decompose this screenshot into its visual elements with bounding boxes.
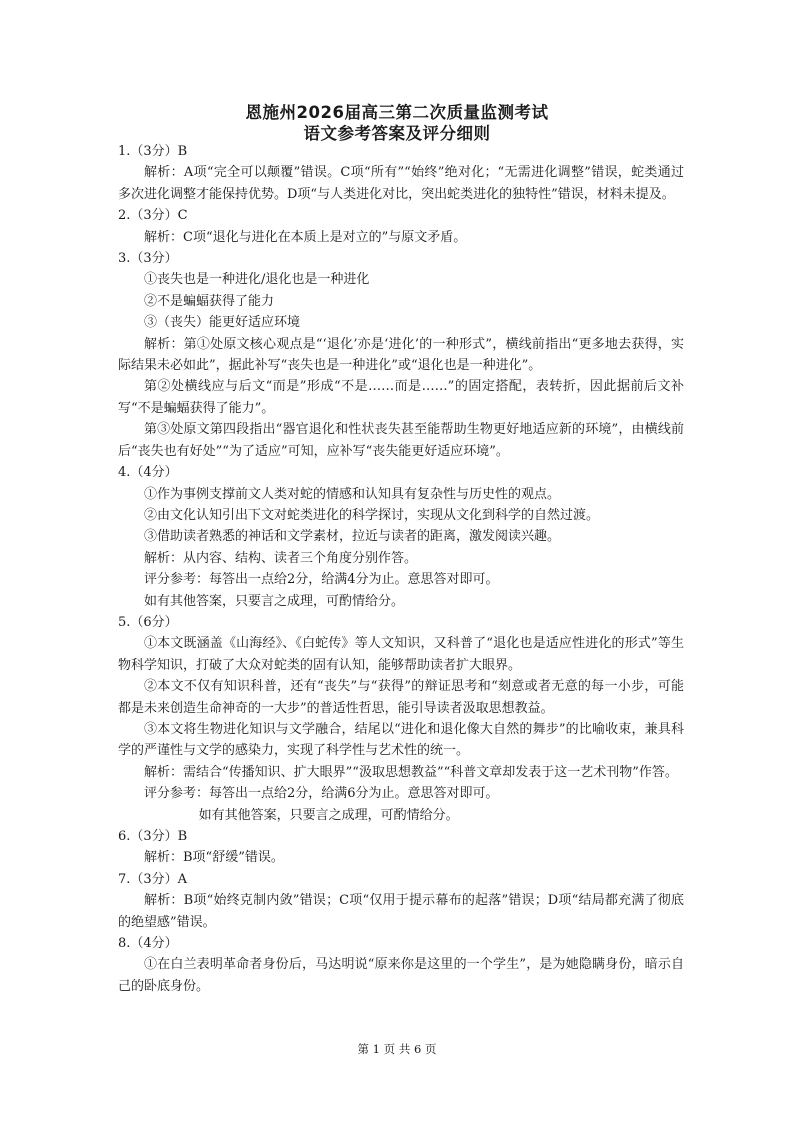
answer-line: 解析：从内容、结构、读者三个角度分别作答。 xyxy=(144,550,418,566)
question-header: 1.（3分）B xyxy=(118,144,188,159)
question-header: 5.（6分） xyxy=(118,614,178,630)
answer-line: 解析：B项“始终克制内敛”错误；C项“仅用于提示幕布的起落”错误；D项“结局都充满了彻底的绝望感”错误。 xyxy=(118,893,684,930)
exam-title: 恩施州2026届高三第二次质量监测考试 xyxy=(245,103,549,122)
answer-line: 解析：B项“舒缓”错误。 xyxy=(144,850,284,866)
answer-line: ③本文将生物进化知识与文学融合，结尾以“进化和退化像大自然的舞步”的比喻收束，兼具科学的严谨性与文学的感染力，实现了科学性与艺术性的统一。 xyxy=(118,721,684,759)
answer-line: ③（丧失）能更好适应环境 xyxy=(144,315,301,331)
answer-line: ②由文化认知引出下文对蛇类进化的科学探讨，实现从文化到科学的自然过渡。 xyxy=(144,507,600,523)
answer-line: 解析：第①处原文核心观点是“‘退化’亦是‘进化’的一种形式”，横线前指出“更多地去获得，实际结果未必如此”，据此补写“丧失也是一种进化”或“退化也是一种进化”。 xyxy=(118,336,684,374)
answer-line: ②不是蝙蝠获得了能力 xyxy=(144,293,275,309)
answer-line: 第③处原文第四段指出“器官退化和性状丧失甚至能帮助生物更好地适应新的环境”，由横线前后“丧失也有好处”“为了适应”可知，应补写“丧失能更好适应环境”。 xyxy=(118,422,684,459)
answer-line: ②本文不仅有知识科普，还有“丧失”与“获得”的辩证思考和“刻意或者无意的每一小步，可能都是未来创造生命神奇的一大步”的普适性哲思，能引导读者汲取思想教益。 xyxy=(118,679,684,716)
answer-line: 解析：A项“完全可以颠覆”错误。C项“所有”“始终”绝对化；“无需进化调整”错误，蛇类通过多次进化调整才能保持优势。D项“与人类进化对比，突出蛇类进化的独特性”错误，材料未提及。 xyxy=(118,165,684,202)
answer-line: 评分参考：每答出一点给2分，给满6分为止。意思答对即可。 xyxy=(144,786,499,802)
question-header: 2.（3分）C xyxy=(118,208,188,224)
question-header: 7.（3分）A xyxy=(118,871,188,887)
answer-line: 评分参考：每答出一点给2分，给满4分为止。意思答对即可。 xyxy=(144,572,499,588)
answer-line: 如有其他答案，只要言之成理，可酌情给分。 xyxy=(198,807,459,823)
page-number: 第 1 页 共 6 页 xyxy=(357,1042,437,1056)
document-subtitle: 语文参考答案及评分细则 xyxy=(303,124,491,143)
answer-line: 解析：需结合“传播知识、扩大眼界”“汲取思想教益”“科普文章却发表于这一艺术刊物”作答。 xyxy=(144,764,678,780)
answer-line: 第②处横线应与后文“而是”形成“不是……而是……”的固定搭配，表转折，因此据前后文补写“不是蝙蝠获得了能力”。 xyxy=(118,379,684,416)
answer-line: ③借助读者熟悉的神话和文学素材，拉近与读者的距离，激发阅读兴趣。 xyxy=(144,529,561,545)
question-header: 4.（4分） xyxy=(118,465,178,481)
answer-line: 解析：C项“退化与进化在本质上是对立的”与原文矛盾。 xyxy=(144,229,467,245)
answer-content xyxy=(118,141,684,997)
answer-line: ①丧失也是一种进化/退化也是一种进化 xyxy=(144,272,370,288)
question-header: 3.（3分） xyxy=(118,251,178,267)
question-header: 8.（4分） xyxy=(118,936,178,952)
answer-line: ①作为事例支撑前文人类对蛇的情感和认知具有复杂性与历史性的观点。 xyxy=(144,486,561,502)
question-header: 6.（3分）B xyxy=(118,829,188,844)
answer-line: ①在白兰表明革命者身份后，马达明说“原来你是这里的一个学生”，是为她隐瞒身份，暗示自己的卧底身份。 xyxy=(118,957,684,994)
answer-line: 如有其他答案，只要言之成理，可酌情给分。 xyxy=(144,593,405,609)
answer-line: ①本文既涵盖《山海经》、《白蛇传》等人文知识，又科普了“退化也是适应性进化的形式”等生物科学知识，打破了大众对蛇类的固有认知，能够帮助读者扩大眼界。 xyxy=(118,636,684,673)
